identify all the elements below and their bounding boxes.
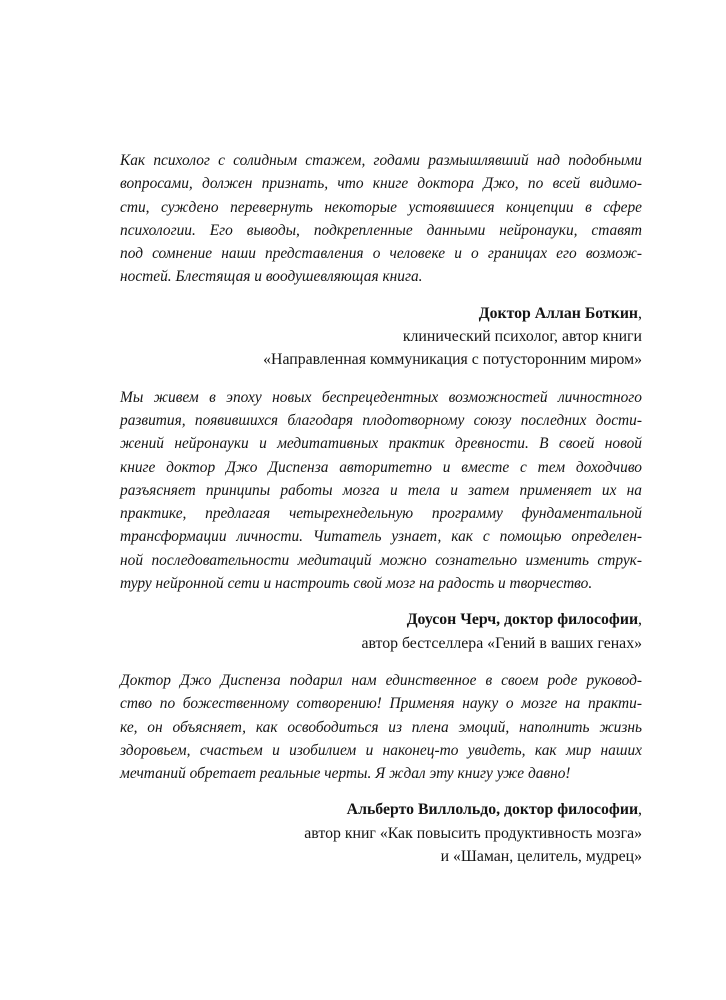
author-credit: и «Шаман, целитель, мудрец»: [440, 848, 642, 866]
quote-line: ке, он объясняет, как освободиться из плена эмоций, наполнить жизнь: [120, 718, 642, 736]
author-suffix: ,: [638, 611, 642, 629]
quote-line: Как психолог с солидным стажем, годами размышлявший над подобными: [120, 152, 642, 169]
author-credit: «Направленная коммуникация с потусторонним миром»: [263, 351, 642, 369]
quote-line: развития, появившихся благодаря плодотворному союзу последних дости-: [120, 411, 642, 429]
author-line: [120, 302, 642, 325]
quote-line: ностей. Блестящая и воодушевляющая книга.: [120, 268, 423, 286]
testimonial-quote-3: [120, 669, 642, 785]
author-suffix: ,: [638, 801, 642, 819]
quote-line: психологии. Его выводы, подкрепленные данными нейронауки, ставят: [120, 221, 642, 239]
quote-line: здоровьем, счастьем и изобилием и наконец-то увидеть, как мир наших: [120, 741, 642, 759]
author-name: Альберто Виллольдо, доктор философии: [346, 801, 639, 819]
author-suffix: ,: [638, 304, 642, 322]
testimonial-attribution-1: [120, 302, 642, 372]
author-line: [120, 798, 642, 821]
quote-line: Мы живем в эпоху новых беспрецедентных возможностей личностного: [120, 388, 642, 406]
author-credit: автор книг «Как повысить продуктивность мозга»: [304, 824, 642, 842]
quote-line: жений нейронауки и медитативных практик древности. В своей новой: [120, 435, 642, 453]
quote-line: Доктор Джо Диспенза подарил нам единственное в своем роде руковод-: [120, 671, 642, 689]
quote-line: сти, суждено перевернуть некоторые устоявшиеся концепции в сфере: [120, 198, 642, 216]
quote-line: практике, предлагая четырехнедельную программу фундаментальной: [120, 505, 642, 523]
quote-line: книге доктор Джо Диспенза авторитетно и вместе с тем доходчиво: [120, 458, 642, 476]
quote-line: вопросами, должен признать, что книге доктора Джо, по всей видимо-: [120, 175, 642, 193]
quote-line: туру нейронной сети и настроить свой мозг на радость и творчество.: [120, 575, 593, 593]
testimonial-attribution-3: [120, 798, 642, 868]
testimonials-page: [120, 149, 642, 868]
quote-line: под сомнение наши представления о человеке и о границах его возмож-: [120, 245, 642, 263]
testimonial-quote-1: [120, 149, 642, 289]
quote-line: трансформации личности. Читатель узнает, как с помощью определен-: [120, 528, 642, 546]
quote-line: ство по божественному сотворению! Применяя науку о мозге на практи-: [120, 695, 642, 713]
author-credit: автор бестселлера «Гений в ваших генах»: [361, 634, 642, 652]
quote-line: мечтаний обретает реальные черты. Я ждал эту книгу уже давно!: [120, 765, 571, 783]
quote-line: ной последовательности медитаций можно сознательно изменить струк-: [120, 551, 642, 569]
author-line: [120, 608, 642, 631]
testimonial-attribution-2: [120, 608, 642, 655]
testimonial-quote-2: [120, 386, 642, 596]
quote-line: разъясняет принципы работы мозга и тела и затем применяет их на: [120, 481, 642, 499]
author-name: Доусон Черч, доктор философии: [406, 611, 639, 629]
author-name: Доктор Аллан Боткин: [478, 304, 639, 322]
author-credit: клинический психолог, автор книги: [402, 328, 642, 346]
